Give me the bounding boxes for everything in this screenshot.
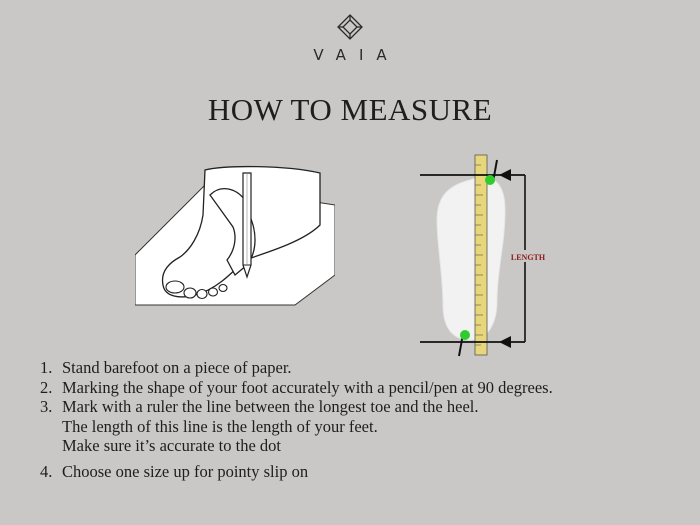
measure-steps <box>40 358 690 481</box>
page-title: HOW TO MEASURE <box>207 92 493 127</box>
list-item: 4. Choose one size up for pointy slip on <box>40 461 309 481</box>
brand-logo <box>0 14 700 64</box>
foot-drawing-illustration <box>135 165 335 310</box>
list-item: 2. Marking the shape of your foot accurately with a pencil/pen at 90 degrees. <box>40 377 553 397</box>
foot-ruler-illustration <box>415 150 575 360</box>
footprint-shape <box>437 177 505 340</box>
list-item: 1. Stand barefoot on a piece of paper. <box>40 358 292 377</box>
heel-dot <box>460 330 470 340</box>
toe-dot <box>485 175 495 185</box>
length-label: LENGTH <box>510 253 546 262</box>
list-item: The length of this line is the length of your feet. <box>62 416 378 436</box>
diamond-icon <box>337 14 363 40</box>
brand-name: VAIA <box>313 46 400 64</box>
list-item: Make sure it’s accurate to the dot <box>62 436 282 455</box>
list-item: 3. Mark with a ruler the line between the longest toe and the heel. <box>40 397 479 416</box>
